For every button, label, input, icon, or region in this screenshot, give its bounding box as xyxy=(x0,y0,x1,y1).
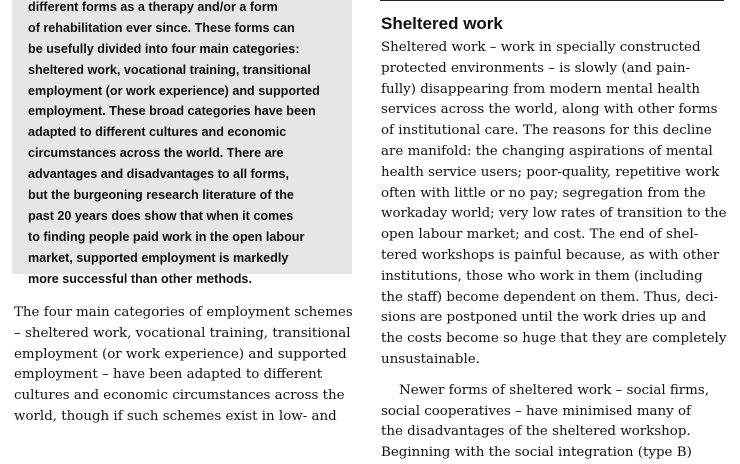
body-line: world, though if such schemes exist in low- and xyxy=(14,408,337,424)
summary-line: different forms as a therapy and/or a form xyxy=(28,0,278,14)
body-line: open labour market; and cost. The end of shel- xyxy=(381,227,699,243)
body-line: institutions, those who work in them (including xyxy=(381,268,703,284)
body-line: cultures and economic circumstances across the xyxy=(14,388,345,404)
body-line: social cooperatives – have minimised many of xyxy=(381,403,691,419)
paragraph-gap xyxy=(381,371,725,381)
summary-line: of rehabilitation ever since. These forms can xyxy=(28,20,295,35)
summary-line: adapted to different cultures and economic xyxy=(28,125,287,140)
summary-line: past 20 years does show that when it comes xyxy=(28,208,294,223)
column-top-rule xyxy=(380,0,724,1)
body-line: fully) disappearing from modern mental health xyxy=(381,81,700,97)
body-line: employment – have been adapted to different xyxy=(14,367,323,383)
body-line: are manifold: the changing aspirations of mental xyxy=(381,143,713,159)
body-line: services across the world, along with other forms xyxy=(381,102,718,118)
body-line: The four main categories of employment schemes xyxy=(14,305,353,320)
body-line: tered workshops is painful because, as with other xyxy=(381,247,720,263)
body-line: of institutional care. The reasons for this decline xyxy=(381,123,712,139)
summary-line: to finding people paid work in the open labour xyxy=(28,229,305,244)
body-line: Newer forms of sheltered work – social firms, xyxy=(399,382,710,398)
section-heading: Sheltered work xyxy=(381,14,503,33)
body-line: unsustainable. xyxy=(381,351,480,367)
summary-box-text xyxy=(28,0,348,289)
left-column-body xyxy=(14,303,358,428)
summary-line: be usefully divided into four main categories: xyxy=(28,41,300,56)
right-column-body xyxy=(381,38,725,464)
summary-line: but the burgeoning research literature of the xyxy=(28,188,294,203)
summary-line: circumstances across the world. There are xyxy=(28,146,284,161)
body-line: Sheltered work – work in specially constructed xyxy=(381,40,701,55)
body-line: workaday world; very low rates of transition to the xyxy=(381,206,727,222)
summary-line: sheltered work, vocational training, transitional xyxy=(28,62,311,77)
summary-line: employment (or work experience) and supported xyxy=(28,83,320,98)
body-line: employment (or work experience) and supported xyxy=(14,346,347,362)
body-line: often with little or no pay; segregation from the xyxy=(381,185,706,201)
summary-line: advantages and disadvantages to all forms, xyxy=(28,167,290,182)
body-line: health service users; poor-quality, repetitive work xyxy=(381,164,720,180)
summary-line: market, supported employment is markedly xyxy=(28,250,289,265)
body-line: protected environments – is slowly (and pain- xyxy=(381,60,691,76)
body-line: sions are postponed until the work dries up and xyxy=(381,310,707,326)
summary-line: more successful than other methods. xyxy=(28,271,252,286)
body-line: the staff) become dependent on them. Thus, deci- xyxy=(381,289,719,305)
body-line: – sheltered work, vocational training, transitional xyxy=(14,325,351,341)
body-line: the disadvantages of the sheltered workshop. xyxy=(381,424,691,440)
body-line: the costs become so huge that they are completely xyxy=(381,331,727,347)
summary-line: employment. These broad categories have been xyxy=(28,104,316,119)
body-line: Beginning with the social integration (type B) xyxy=(381,445,692,461)
